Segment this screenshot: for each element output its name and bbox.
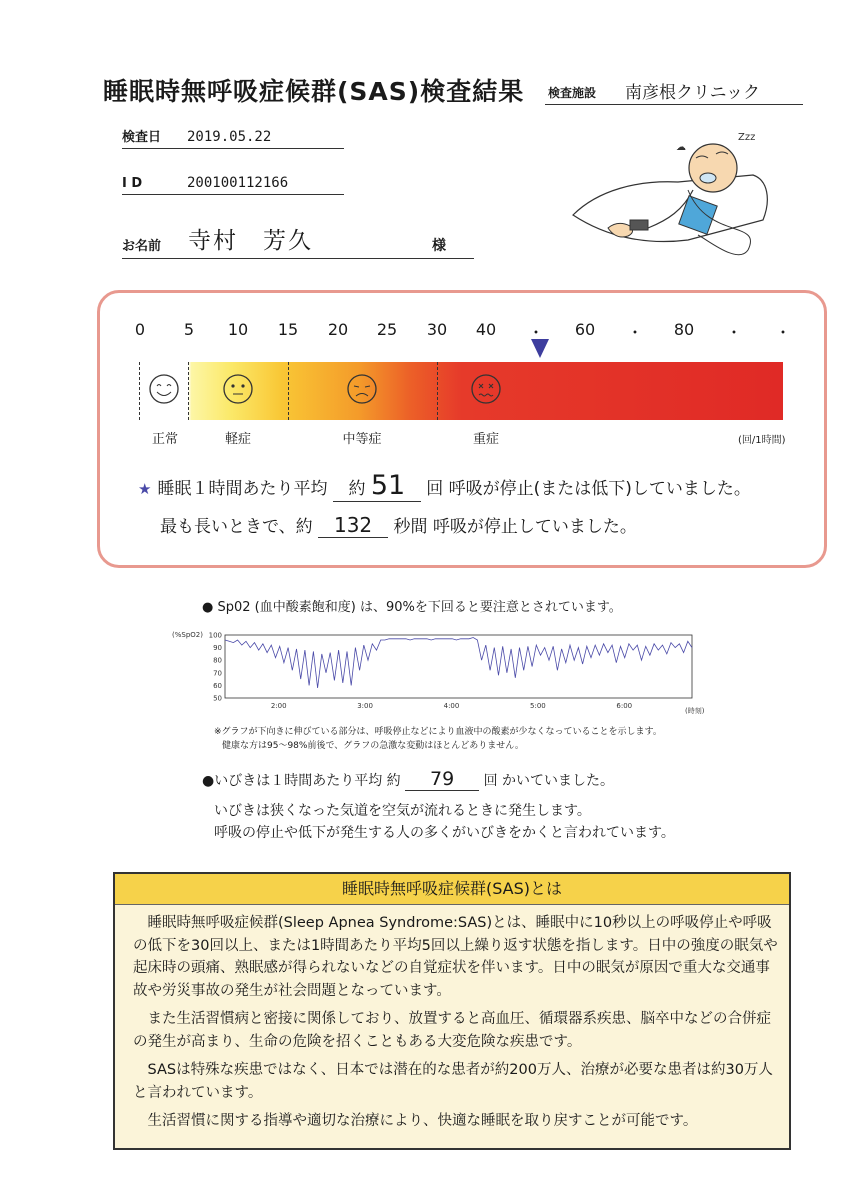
chart-y-tick-label: 50 [213, 694, 222, 703]
about-sas-panel [113, 872, 791, 1150]
patient-name-value: 寺村 芳久 [188, 228, 313, 254]
scale-divider [139, 362, 140, 420]
snoring-sentence [202, 768, 614, 791]
chart-y-tick-label: 60 [213, 681, 222, 690]
snoring-suffix: 回 かいていました。 [483, 773, 615, 789]
spo2-heading-text: Sp02 (血中酸素飽和度) は、90%を下回ると要注意とされています。 [217, 600, 622, 615]
chart-x-tick-label: 5:00 [530, 702, 546, 710]
bullet-icon: ● [202, 600, 214, 615]
chart-y-axis-label: (%SpO2) [172, 631, 203, 639]
max-prefix: 最も長いときで、約 [160, 517, 313, 537]
ahi-approx: 約 [348, 479, 366, 499]
chart-x-tick-label: 2:00 [270, 702, 287, 710]
chart-y-tick-label: 70 [213, 669, 222, 678]
scale-tick: 25 [376, 320, 398, 339]
scale-tick: ・ [527, 323, 545, 342]
bullet-icon: ● [202, 773, 215, 789]
chart-x-axis-label: (時刻) [685, 707, 705, 715]
svg-text:☁: ☁ [676, 142, 686, 153]
facility-underline [545, 104, 803, 105]
scale-tick: 30 [426, 320, 448, 339]
spo2-note-2: 健康な方は95～98%前後で、グラフの急激な変動はほとんどありません。 [222, 741, 524, 751]
spo2-note-1: ※グラフが下向きに伸びている部分は、呼吸停止などにより血液中の酸素が少なくなっていることを示します。 [214, 727, 662, 737]
scale-tick: ・ [725, 323, 743, 342]
ahi-value: 51 [370, 470, 406, 501]
patient-id-value: 200100112166 [187, 175, 289, 191]
scale-tick: ・ [774, 323, 792, 342]
scale-tick: 40 [475, 320, 497, 339]
max-value: 132 [318, 513, 388, 538]
facility-name: 南彦根クリニック [625, 83, 760, 103]
sad-face-icon [346, 373, 378, 405]
scale-divider [188, 362, 189, 420]
patient-name-row [122, 222, 474, 259]
chart-x-tick-label: 4:00 [443, 702, 460, 710]
exam-date-label: 検査日 [122, 130, 162, 145]
severity-moderate-label: 中等症 [342, 432, 382, 447]
patient-name-label: お名前 [122, 239, 162, 254]
honorific: 様 [432, 238, 446, 254]
scale-tick: ・ [626, 323, 644, 342]
ahi-suffix: 回 呼吸が停止(または低下)していました。 [426, 479, 751, 499]
sleeping-patient-illustration [568, 120, 773, 265]
scale-tick: 60 [574, 320, 596, 339]
chart-y-tick-label: 80 [213, 656, 222, 665]
about-paragraph: SASは特殊な疾患ではなく、日本では潜在的な患者が約200万人、治療が必要な患者は約30万人と言われています。 [133, 1062, 773, 1101]
scale-tick: 10 [227, 320, 249, 339]
svg-text:Zzz: Zzz [738, 132, 756, 143]
spo2-chart [170, 625, 720, 725]
severity-normal-label: 正常 [151, 432, 179, 447]
snoring-value: 79 [405, 768, 479, 791]
chart-x-tick-label: 6:00 [616, 702, 633, 710]
ahi-prefix: 睡眠１時間あたり平均 [157, 479, 328, 499]
snoring-prefix: いびきは１時間あたり平均 [214, 773, 383, 789]
about-paragraph: 生活習慣に関する指導や適切な治療により、快適な睡眠を取り戻すことが可能です。 [147, 1113, 698, 1129]
chart-y-tick-label: 90 [213, 644, 222, 653]
patient-id-label: I D [122, 176, 143, 191]
max-suffix: 秒間 呼吸が停止していました。 [393, 517, 637, 537]
chart-x-tick-label: 3:00 [357, 702, 373, 710]
scale-tick: 0 [134, 320, 146, 339]
scale-tick: 5 [183, 320, 195, 339]
snoring-explanation-2: 呼吸の停止や低下が発生する人の多くがいびきをかくと言われています。 [214, 825, 675, 841]
chart-plot-area [225, 635, 692, 698]
ahi-sentence [138, 470, 751, 502]
snoring-explanation-1: いびきは狭くなった気道を空気が流れるときに発生します。 [214, 803, 591, 819]
chart-y-tick-label: 100 [208, 631, 222, 640]
scale-unit: (回/1時間) [738, 435, 786, 446]
exam-date-value: 2019.05.22 [187, 129, 272, 145]
neutral-face-icon [222, 373, 254, 405]
star-icon: ★ [138, 480, 152, 498]
facility-label: 検査施設 [548, 86, 597, 100]
spo2-heading [202, 596, 622, 615]
about-paragraph: また生活習慣病と密接に関係しており、放置すると高血圧、循環器系疾患、脳卒中などの合併症の発生が高まり、生命の危険を招くこともある大変危険な疾患です。 [133, 1011, 771, 1050]
about-sas-heading: 睡眠時無呼吸症候群(SAS)とは [115, 874, 789, 905]
exam-date-row [122, 124, 344, 149]
page-title: 睡眠時無呼吸症候群(SAS)検査結果 [103, 77, 525, 106]
severity-mild-label: 軽症 [224, 432, 252, 447]
max-apnea-sentence [160, 512, 637, 538]
scale-tick: 20 [327, 320, 349, 339]
scale-tick: 80 [673, 320, 695, 339]
happy-face-icon [148, 373, 180, 405]
scale-tick: 15 [277, 320, 299, 339]
patient-id-row [122, 170, 344, 195]
about-paragraph: 睡眠時無呼吸症候群(Sleep Apnea Syndrome:SAS)とは、睡眠中に10秒以上の呼吸停止や呼吸の低下を30回以上、または1時間あたり平均5回以上繰り返す状態を指します。日中の強度の眠気や起床時の頭痛、熟眠感が得られないなどの自覚症状を伴います。日中の眠気が原因で重大な交通事故や労災事故の発生が社会問題となっています。 [133, 915, 778, 999]
ahi-value-box [333, 470, 421, 502]
scale-divider [437, 362, 438, 420]
snoring-approx: 約 [386, 773, 401, 789]
severity-severe-label: 重症 [472, 432, 500, 447]
distressed-face-icon [470, 373, 502, 405]
result-marker-icon [531, 339, 549, 358]
scale-divider [288, 362, 289, 420]
about-sas-body [133, 912, 783, 1139]
